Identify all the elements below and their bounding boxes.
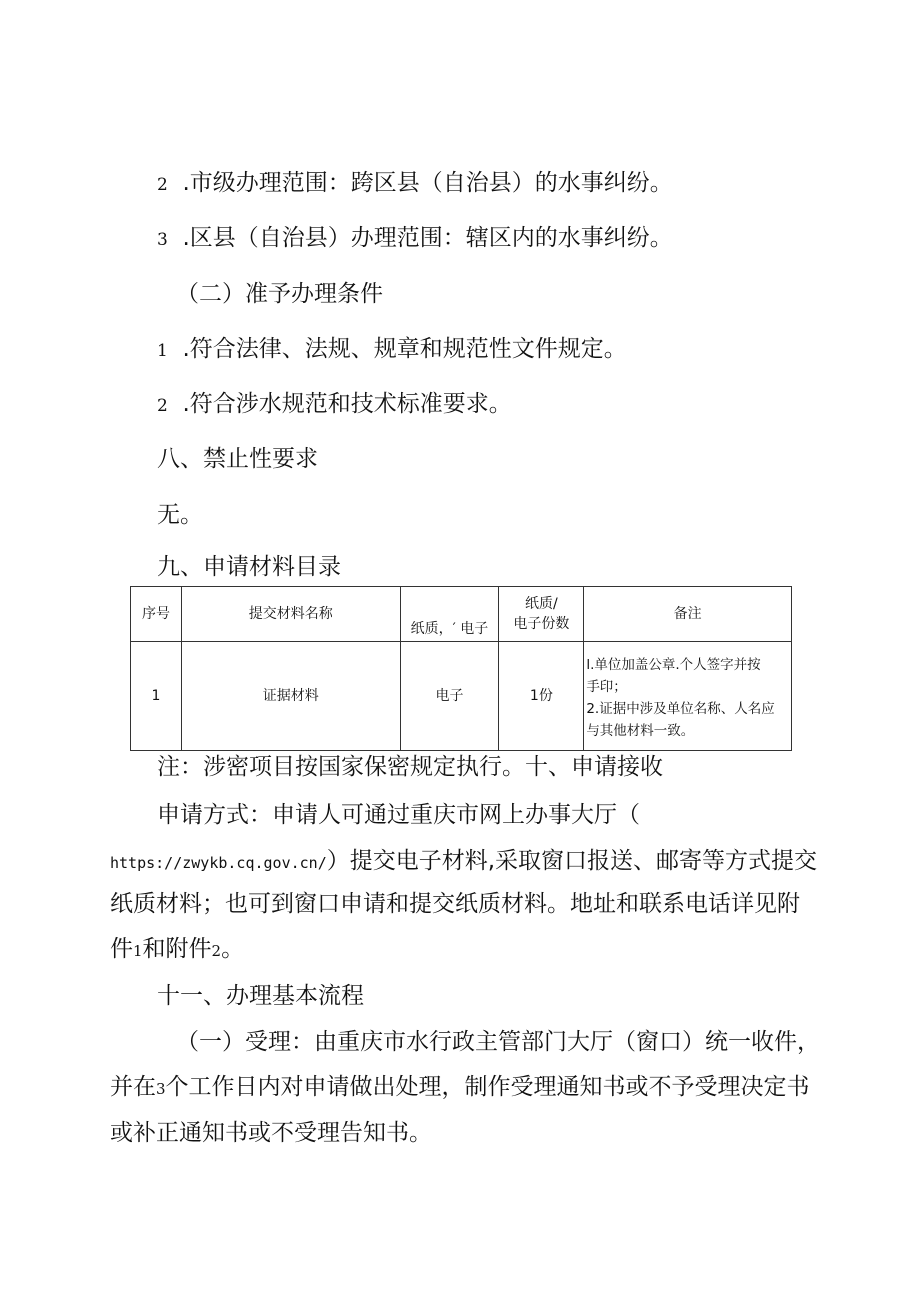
section-10-line-1: 申请方式：申请人可通过重庆市网上办事大厅（ bbox=[157, 802, 640, 828]
scope-item-3-number: 3 bbox=[157, 230, 168, 250]
materials-table bbox=[130, 586, 792, 751]
cell-seq: 1 bbox=[131, 642, 182, 751]
condition-item-1-text: .符合法律、法规、规章和规范性文件规定。 bbox=[182, 336, 627, 362]
condition-item-1-number: 1 bbox=[157, 341, 168, 361]
cell-type: 电子 bbox=[400, 642, 499, 751]
table-row bbox=[131, 642, 792, 751]
p1-line-2-text-b: 个工作日内对申请做出处理，制作受理通知书或不予受理决定书 bbox=[165, 1074, 810, 1100]
condition-item-2 bbox=[157, 389, 512, 421]
scope-item-3-text: .区县（自治县）办理范围：辖区内的水事纠纷。 bbox=[182, 225, 673, 251]
section-9-heading: 九、申请材料目录 bbox=[157, 554, 341, 580]
header-remark: 备注 bbox=[584, 587, 792, 642]
remark-line-4: 与其他材料一致。 bbox=[586, 723, 695, 739]
remark-line-2: 手印； bbox=[586, 679, 627, 695]
condition-item-2-text: .符合涉水规范和技术标准要求。 bbox=[182, 391, 512, 417]
section-8-body: 无。 bbox=[157, 502, 203, 528]
header-copies-line2: 电子份数 bbox=[513, 616, 570, 632]
section-11-p1-line-2 bbox=[110, 1072, 810, 1104]
section-11-p1-line-3: 或补正通知书或不受理告知书。 bbox=[110, 1120, 432, 1146]
remark-line-3: 2.证据中涉及单位名称、人名应 bbox=[586, 701, 775, 717]
line-4-text-b: 和附件 bbox=[142, 936, 212, 962]
condition-item-2-number: 2 bbox=[157, 396, 168, 416]
cell-remark bbox=[584, 642, 792, 751]
appendix-2-number: 2 bbox=[211, 942, 222, 960]
header-copies-line1: 纸质/ bbox=[525, 596, 558, 612]
line-4-text-a: 件 bbox=[110, 936, 133, 962]
header-type: 纸质，′ 电子 bbox=[400, 587, 499, 642]
header-name: 提交材料名称 bbox=[181, 587, 400, 642]
section-10-line-3: 纸质材料；也可到窗口申请和提交纸质材料。地址和联系电话详见附 bbox=[110, 891, 800, 917]
section-11-p1-line-1: （一）受理：由重庆市水行政主管部门大厅（窗口）统一收件， bbox=[176, 1029, 820, 1055]
line-4-text-c: 。 bbox=[221, 936, 245, 962]
remark-line-1: l.单位加盖公章.个人签字并按 bbox=[586, 657, 761, 673]
header-seq: 序号 bbox=[131, 587, 182, 642]
section-11-heading: 十一、办理基本流程 bbox=[157, 983, 364, 1009]
scope-item-2 bbox=[157, 168, 673, 200]
workdays-number: 3 bbox=[156, 1080, 166, 1098]
p1-line-2-text-a: 并在 bbox=[110, 1074, 156, 1100]
section-10-line-4 bbox=[110, 934, 244, 966]
section-10-line-2 bbox=[110, 846, 817, 878]
header-copies bbox=[499, 587, 584, 642]
appendix-1-number: 1 bbox=[133, 942, 143, 960]
online-hall-url: https://zwykb.cq.gov.cn/ bbox=[110, 854, 327, 872]
cell-name: 证据材料 bbox=[181, 642, 400, 751]
condition-item-1 bbox=[157, 334, 627, 366]
scope-item-2-text: .市级办理范围：跨区县（自治县）的水事纠纷。 bbox=[182, 170, 673, 196]
section-9-note: 注：涉密项目按国家保密规定执行。十、申请接收 bbox=[157, 754, 663, 780]
cell-copies: 1份 bbox=[499, 642, 584, 751]
section-8-heading: 八、禁止性要求 bbox=[157, 446, 318, 472]
section-10-line-2-text: ）提交电子材料,采取窗口报送、邮寄等方式提交 bbox=[326, 848, 818, 874]
table-header-row bbox=[131, 587, 792, 642]
scope-item-2-number: 2 bbox=[157, 175, 168, 195]
scope-item-3 bbox=[157, 223, 673, 255]
conditions-heading: （二）准予办理条件 bbox=[176, 281, 383, 307]
